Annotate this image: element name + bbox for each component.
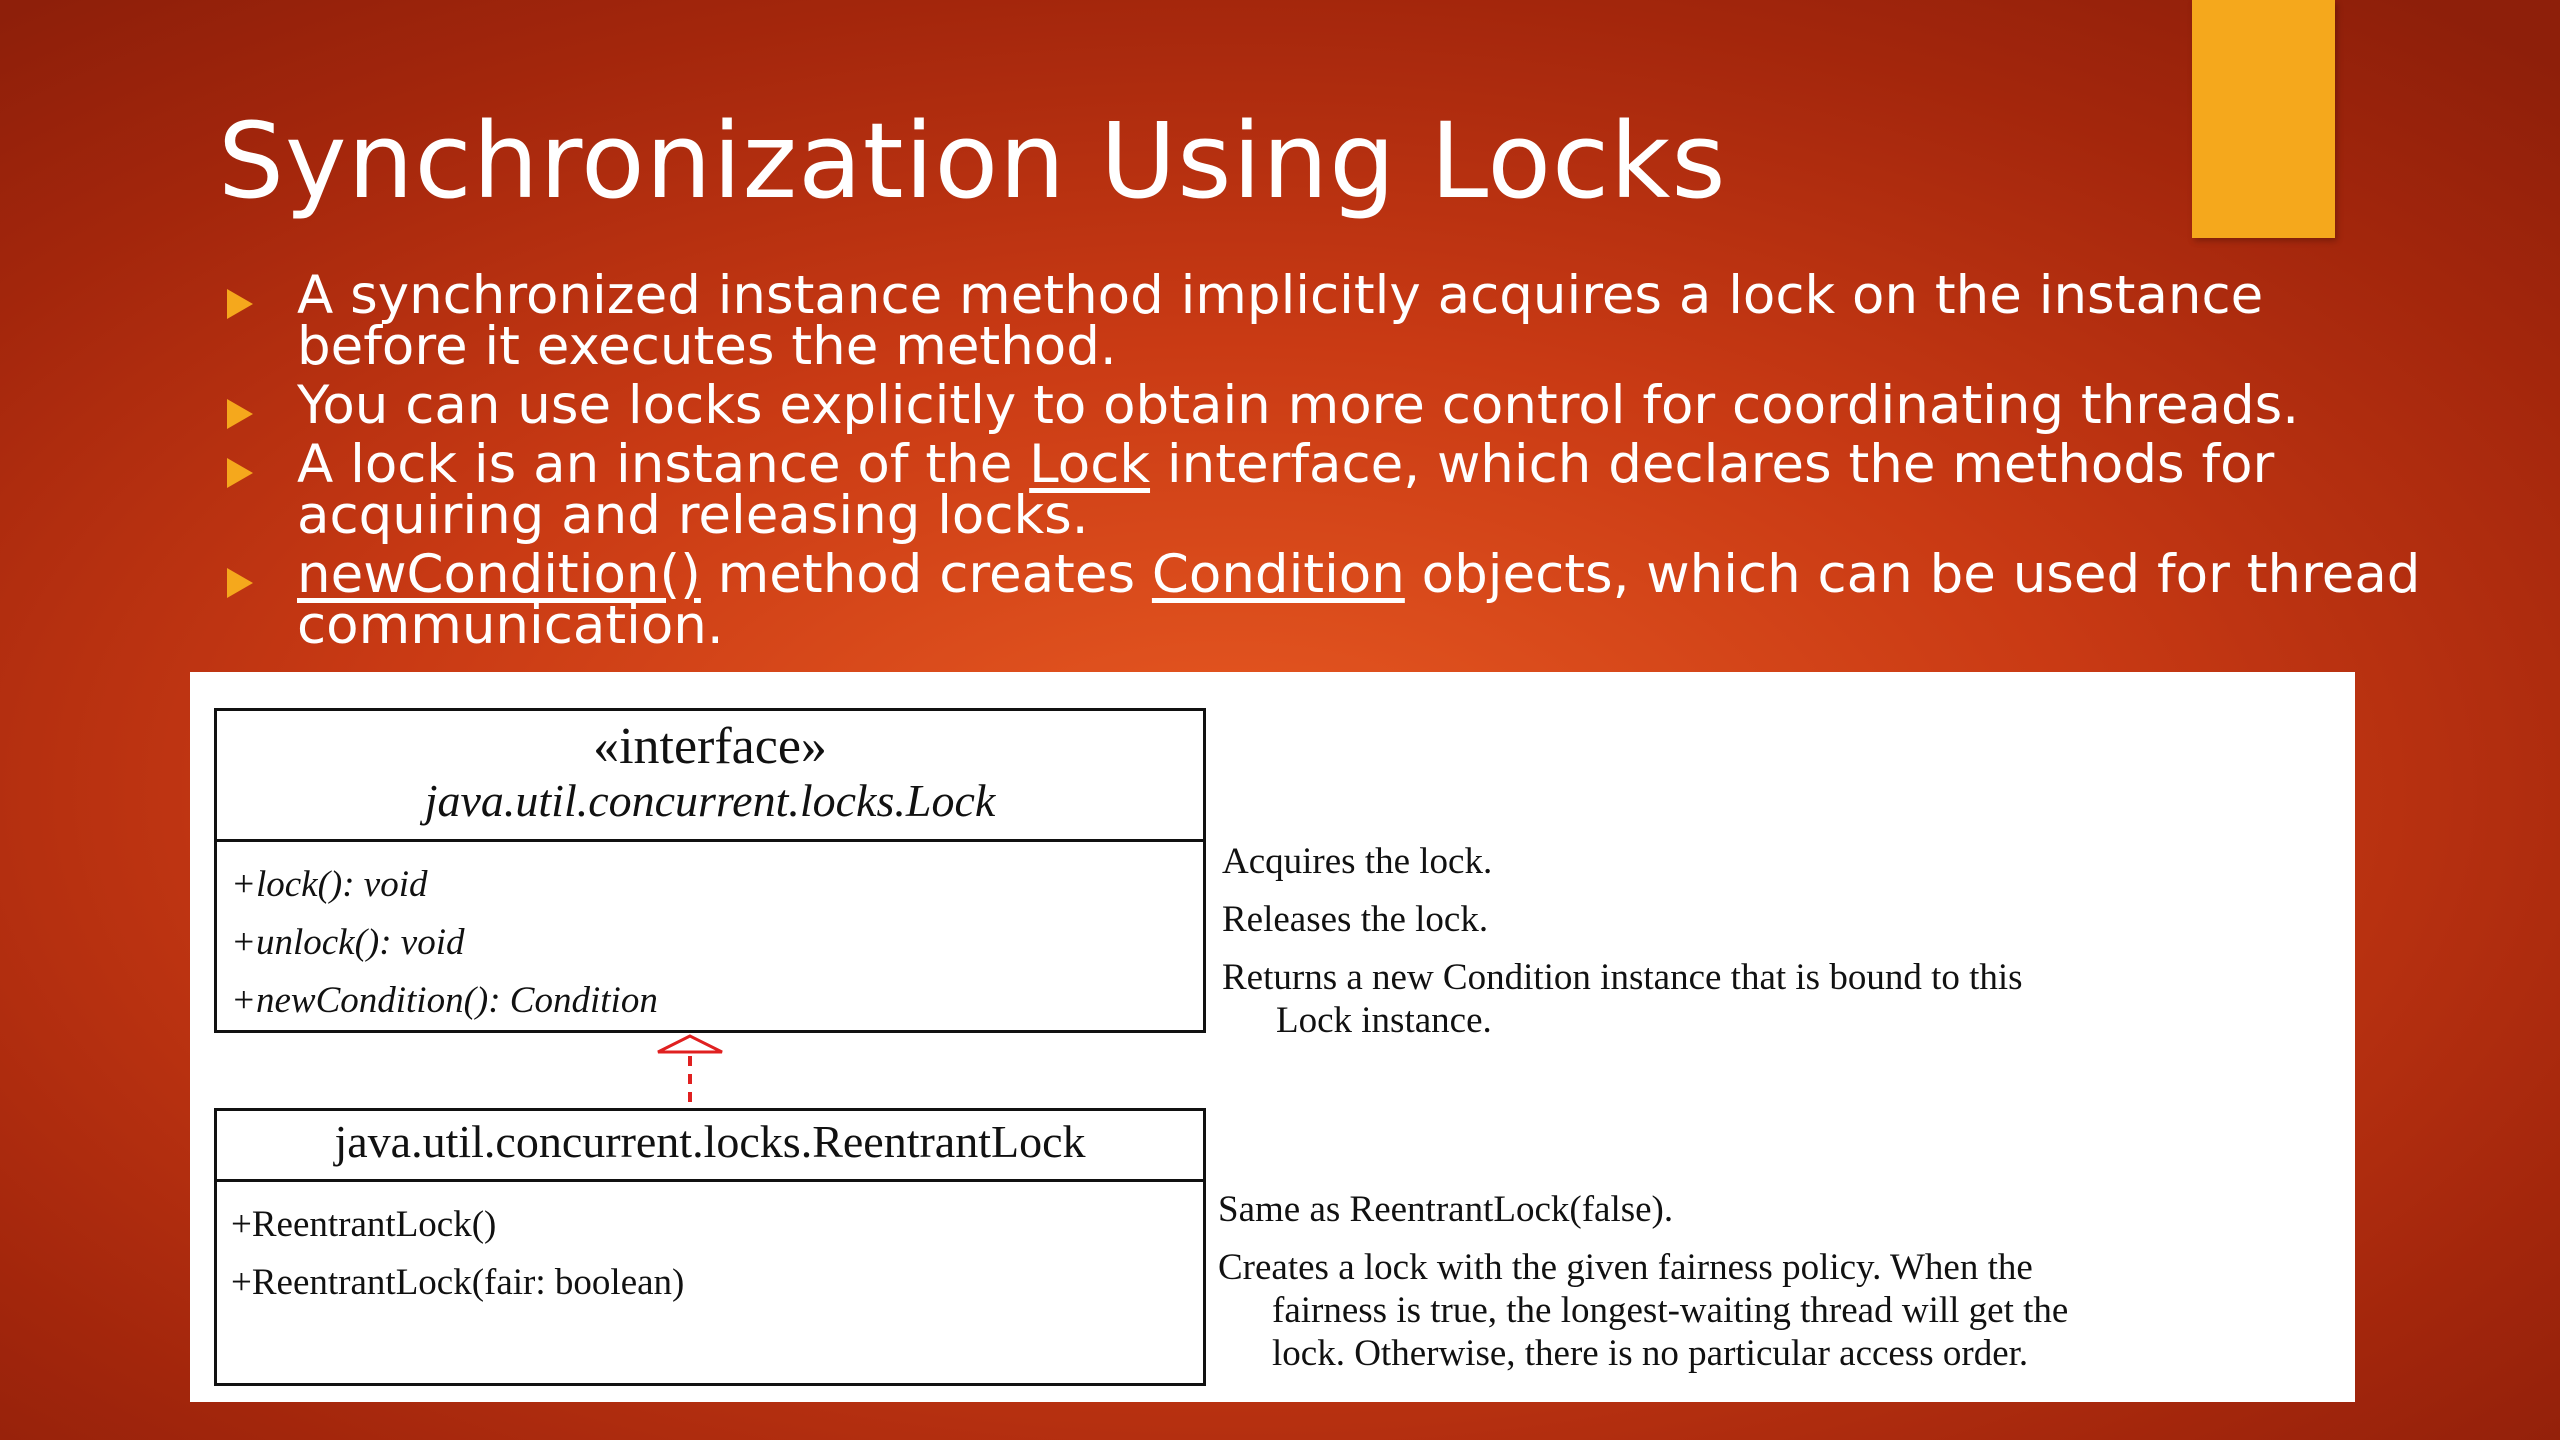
lock-methods <box>217 842 1203 1030</box>
lock-link[interactable]: Lock <box>1029 434 1151 495</box>
bullet-item <box>225 544 2425 656</box>
method-unlock: +unlock(): void <box>231 922 465 963</box>
lock-interface-header <box>217 711 1203 842</box>
uml-diagram <box>190 672 2355 1402</box>
bullet-item <box>225 265 2425 377</box>
method-newcondition: +newCondition(): Condition <box>231 980 658 1021</box>
desc-line: lock. Otherwise, there is no particular access order. <box>1272 1333 2029 1374</box>
reentrantlock-class-box <box>214 1108 1206 1386</box>
desc-line: fairness is true, the longest-waiting thread will get the <box>1272 1290 2069 1331</box>
newcondition-link[interactable]: newCondition() <box>297 544 701 605</box>
desc-lock: Acquires the lock. <box>1222 841 1493 882</box>
bullet-text: You can use locks explicitly to obtain more control for coordinating threads. <box>297 375 2300 436</box>
lock-interface-box <box>214 708 1206 1033</box>
bullet-item <box>225 434 2425 546</box>
desc-fair-constructor <box>1218 1246 2068 1375</box>
desc-line: Returns a new Condition instance that is bound to this <box>1222 957 2023 998</box>
desc-unlock: Releases the lock. <box>1222 899 1489 940</box>
reentrantlock-methods <box>217 1182 1203 1312</box>
bullet-text-pre: A lock is an instance of the <box>297 434 1030 495</box>
bullet-arrow-icon <box>227 289 253 319</box>
interface-name: java.util.concurrent.locks.Lock <box>424 775 996 826</box>
constructor-default: +ReentrantLock() <box>231 1204 497 1245</box>
bullet-item <box>225 375 2425 436</box>
slide-title: Synchronization Using Locks <box>218 100 1727 222</box>
bullet-text: A synchronized instance method implicitly acquires a lock on the instance before it executes the method. <box>297 265 2264 377</box>
bullet-arrow-icon <box>227 458 253 488</box>
bullet-text-post: interface, which declares the methods for acquiring and releasing locks. <box>297 434 2275 546</box>
desc-line: Lock instance. <box>1276 1000 1492 1041</box>
desc-newcondition <box>1222 956 2023 1042</box>
method-lock: +lock(): void <box>231 864 428 905</box>
bullet-arrow-icon <box>227 568 253 598</box>
constructor-fair: +ReentrantLock(fair: boolean) <box>231 1262 685 1303</box>
accent-bar <box>2192 0 2335 238</box>
interface-stereotype: «interface» <box>593 718 827 775</box>
bullet-text-mid: method creates <box>700 544 1152 605</box>
class-name: java.util.concurrent.locks.ReentrantLock <box>334 1116 1086 1167</box>
bullet-arrow-icon <box>227 399 253 429</box>
bullet-list <box>225 265 2425 659</box>
desc-line: Creates a lock with the given fairness policy. When the <box>1218 1247 2033 1288</box>
bullet-text-post: objects, which can be used for thread communication. <box>297 544 2421 656</box>
reentrantlock-header <box>217 1111 1203 1182</box>
condition-link[interactable]: Condition <box>1151 544 1405 605</box>
implements-arrow-icon <box>650 1032 730 1112</box>
desc-default-constructor: Same as ReentrantLock(false). <box>1218 1189 1674 1230</box>
